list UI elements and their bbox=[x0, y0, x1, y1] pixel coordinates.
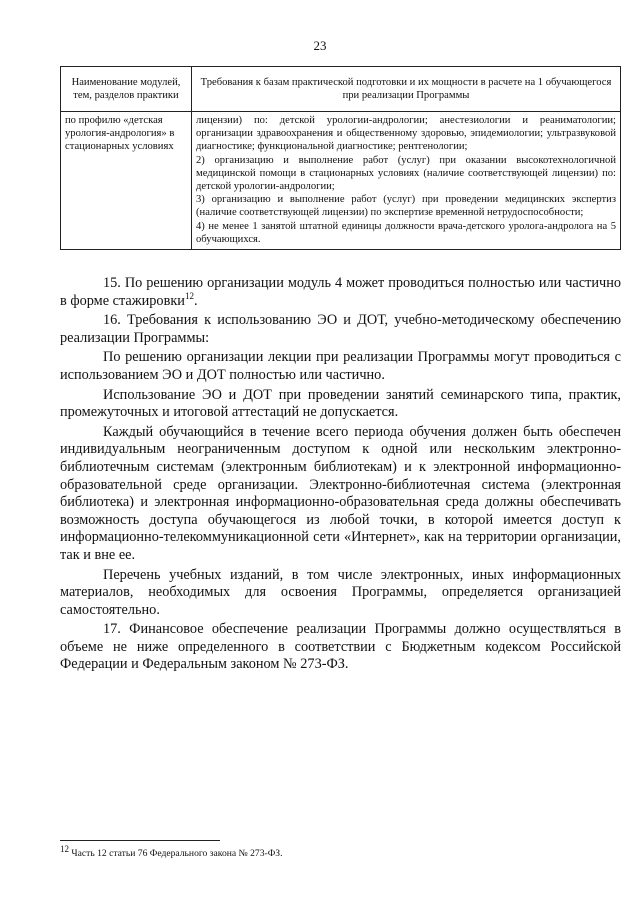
footnote-mark: 12 bbox=[60, 843, 69, 854]
page-number: 23 bbox=[313, 38, 327, 53]
paragraph-17: 17. Финансовое обеспечение реализации Программы должно осуществляться в объеме не ниже определенного в соответствии с Бюджетным кодексом Российской Федерации и Федеральным законом № 273-ФЗ. bbox=[60, 621, 621, 673]
footnote bbox=[60, 843, 621, 860]
paragraph-15-text: 15. По решению организации модуль 4 может проводиться полностью или частично в форме стажировки bbox=[60, 275, 621, 309]
requirement-item: 4) не менее 1 занятой штатной единицы должности врача-детского уролога-андролога на 5 обучающихся. bbox=[196, 220, 616, 245]
footnote-reference: 12 bbox=[184, 290, 194, 301]
paragraph-15-end: . bbox=[193, 292, 198, 309]
table-cell-module: по профилю «детская урология-андрология» в стационарных условиях bbox=[61, 112, 192, 250]
table-header-module: Наименование модулей, тем, разделов практики bbox=[61, 67, 192, 112]
paragraph-16-restrictions: Использование ЭО и ДОТ при проведении занятий семинарского типа, практик, промежуточных и итоговой аттестаций не допускается. bbox=[60, 386, 621, 421]
document-body bbox=[60, 275, 621, 674]
footnote-separator bbox=[60, 840, 220, 841]
requirements-table bbox=[60, 66, 621, 250]
requirement-item: 2) организацию и выполнение работ (услуг) при оказании высокотехнологичной медицинской помощи в стационарных условиях (наличие соответствующей лицензии) по: детской урологии-андрологии; bbox=[196, 154, 616, 193]
table-cell-requirements bbox=[192, 112, 621, 250]
footnote-text: Часть 12 статьи 76 Федерального закона № 273-ФЗ. bbox=[69, 848, 283, 859]
paragraph-16: 16. Требования к использованию ЭО и ДОТ, учебно-методическому обеспечению реализации Программы: bbox=[60, 312, 621, 346]
requirement-item: 3) организацию и выполнение работ (услуг) при проведении медицинских экспертиз (наличие соответствующей лицензии) по экспертизе временной нетрудоспособности; bbox=[196, 194, 616, 219]
table-row bbox=[61, 112, 621, 250]
paragraph-16-materials: Перечень учебных изданий, в том числе электронных, иных информационных материалов, необходимых для освоения Программы, определяется организацией самостоятельно. bbox=[60, 566, 621, 618]
requirement-item: лицензии) по: детской урологии-андрологии; анестезиологии и реаниматологии; организации здравоохранения и общественному здоровью, эпидемиологии; ультразвуковой диагностике; функциональной диагностике; рентгенологии; bbox=[196, 115, 616, 153]
paragraph-16-lectures: По решению организации лекции при реализации Программы могут проводиться с использованием ЭО и ДОТ полностью или частично. bbox=[60, 349, 621, 383]
paragraph-16-access: Каждый обучающийся в течение всего периода обучения должен быть обеспечен индивидуальным неограниченным доступом к одной или нескольким электронно-библиотечным системам (электронным библиотекам) и к электронной информационно-образовательной среде организации. Электронно-библиотечная система (электронная библиотека) и электронная информационно-образовательная среда должны обеспечивать возможность доступа обучающегося из любой точки, в которой имеется доступ к информационно-телекоммуникационной сети «Интернет», как на территории организации, так и вне ее. bbox=[60, 423, 621, 563]
table-header-requirements: Требования к базам практической подготовки и их мощности в расчете на 1 обучающегося при реализации Программы bbox=[192, 67, 621, 112]
paragraph-15 bbox=[60, 275, 621, 310]
table-header-row bbox=[61, 67, 621, 112]
